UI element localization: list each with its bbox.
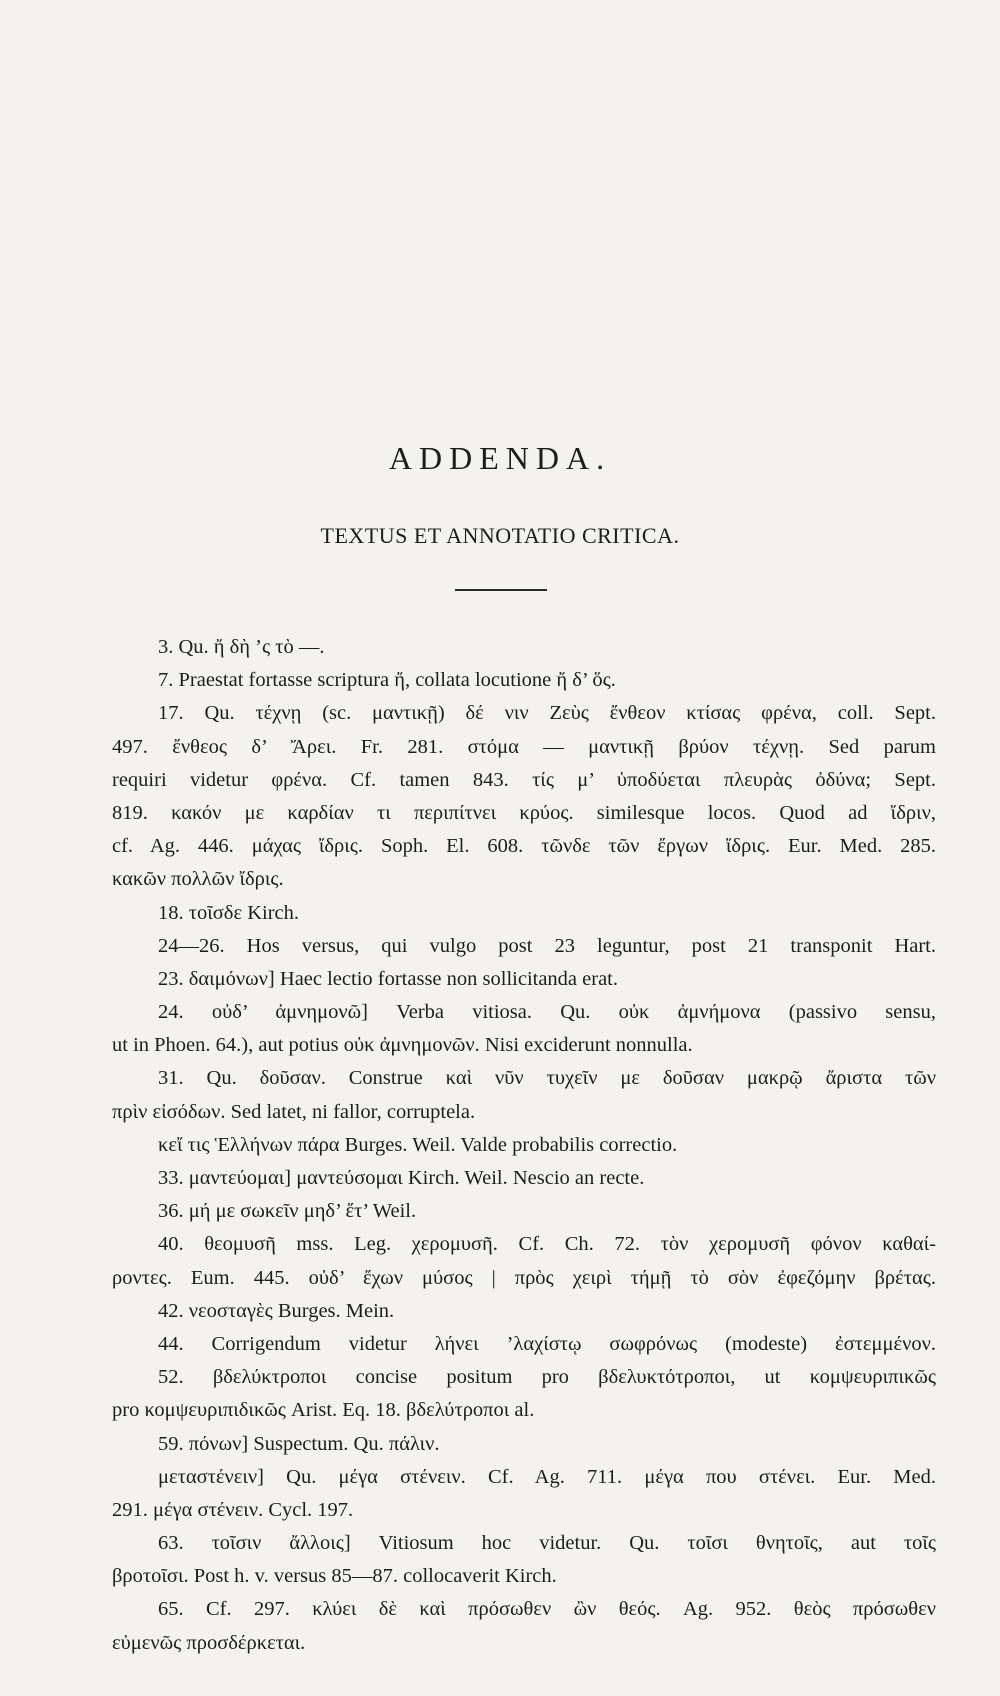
- note-line: 24—26. Hos versus, qui vulgo post 23 leguntur, post 21 transponit Hart.: [158, 934, 936, 957]
- note-line: requiri videtur φρένα. Cf. tamen 843. τίς μ’ ὑποδύεται πλευρὰς ὀδύνα; Sept.: [112, 768, 936, 791]
- note-line: εὐμενῶς προσδέρκεται.: [112, 1631, 306, 1654]
- note-line: 497. ἔνθεος δ’ Ἄρει. Fr. 281. στόμα — μαντικῇ βρύον τέχνῃ. Sed parum: [112, 735, 936, 758]
- note-line: ροντες. Eum. 445. οὐδ’ ἔχων μύσος | πρὸς χειρὶ τήμῇ τὸ σὸν ἐφεζόμην βρέτας.: [112, 1266, 936, 1289]
- note-line: 42. νεοσταγὲς Burges. Mein.: [158, 1299, 395, 1322]
- note-line: 65. Cf. 297. κλύει δὲ καὶ πρόσωθεν ὢν θεός. Ag. 952. θεὸς πρόσωθεν: [158, 1598, 936, 1621]
- note-line: cf. Ag. 446. μάχας ἴδρις. Soph. El. 608. τῶνδε τῶν ἔργων ἴδρις. Eur. Med. 285.: [112, 835, 936, 858]
- note-line: 3. Qu. ἤ δὴ ’ς τὸ —.: [158, 636, 325, 658]
- note-line: κακῶν πολλῶν ἴδρις.: [112, 868, 284, 891]
- note-line: 17. Qu. τέχνῃ (sc. μαντικῇ) δέ νιν Ζεὺς ἔνθεον κτίσας φρένα, coll. Sept.: [158, 702, 936, 725]
- note-line: 44. Corrigendum videtur λήνει ’λαχίστῳ σωφρόνως (modeste) ἐστεμμένον.: [158, 1332, 936, 1355]
- note-line: πρὶν εἰσόδων. Sed latet, ni fallor, corruptela.: [112, 1100, 476, 1123]
- note-line: 33. μαντεύομαι] μαντεύσομαι Kirch. Weil. Nescio an recte.: [158, 1167, 645, 1189]
- note-line: 31. Qu. δοῦσαν. Construe καὶ νῦν τυχεῖν με δοῦσαν μακρῷ ἄριστα τῶν: [158, 1067, 936, 1090]
- note-line: pro κομψευριπιδικῶς Arist. Eq. 18. βδελύτροποι al.: [112, 1399, 535, 1422]
- note-line: 24. οὐδ’ ἀμνημονῶ] Verba vitiosa. Qu. οὐκ ἀμνήμονα (passivo sensu,: [158, 1001, 936, 1024]
- note-line: 819. κακόν με καρδίαν τι περιπίτνει κρύος. similesque locos. Quod ad ἴδριν,: [112, 801, 936, 824]
- note-line: 52. βδελύκτροποι concise positum pro βδελυκτότροποι, ut κομψευριπικῶς: [158, 1366, 936, 1389]
- section-subheading: TEXTUS ET ANNOTATIO CRITICA.: [320, 523, 680, 548]
- page-heading: ADDENDA.: [388, 440, 612, 476]
- note-line: 23. δαιμόνων] Haec lectio fortasse non sollicitanda erat.: [158, 967, 618, 990]
- note-line: 291. μέγα στένειν. Cycl. 197.: [112, 1498, 354, 1521]
- note-line: 18. τοῖσδε Kirch.: [158, 901, 299, 924]
- note-line: 40. θεομυσῆ mss. Leg. χερομυσῆ. Cf. Ch. 72. τὸν χερομυσῆ φόνον καθαί-: [158, 1233, 936, 1256]
- note-line: μεταστένειν] Qu. μέγα στένειν. Cf. Ag. 711. μέγα που στένει. Eur. Med.: [158, 1465, 936, 1488]
- note-line: ut in Phoen. 64.), aut potius οὐκ ἀμνημονῶν. Nisi exciderunt nonnulla.: [112, 1034, 693, 1057]
- note-line: 59. πόνων] Suspectum. Qu. πάλιν.: [158, 1432, 440, 1455]
- note-line: βροτοῖσι. Post h. v. versus 85—87. collocaverit Kirch.: [112, 1565, 557, 1588]
- note-line: 63. τοῖσιν ἄλλοις] Vitiosum hoc videtur. Qu. τοῖσι θνητοῖς, aut τοῖς: [158, 1532, 936, 1555]
- note-line: 36. μή με σωκεῖν μηδ’ ἔτ’ Weil.: [158, 1200, 417, 1223]
- critical-notes: [112, 631, 936, 1660]
- note-line: 7. Praestat fortasse scriptura ἤ, collata locutione ἤ δ’ ὅς.: [158, 669, 616, 692]
- divider-rule: [455, 589, 547, 591]
- note-line: κεἴ τις Ἑλλήνων πάρα Burges. Weil. Valde probabilis correctio.: [158, 1133, 678, 1156]
